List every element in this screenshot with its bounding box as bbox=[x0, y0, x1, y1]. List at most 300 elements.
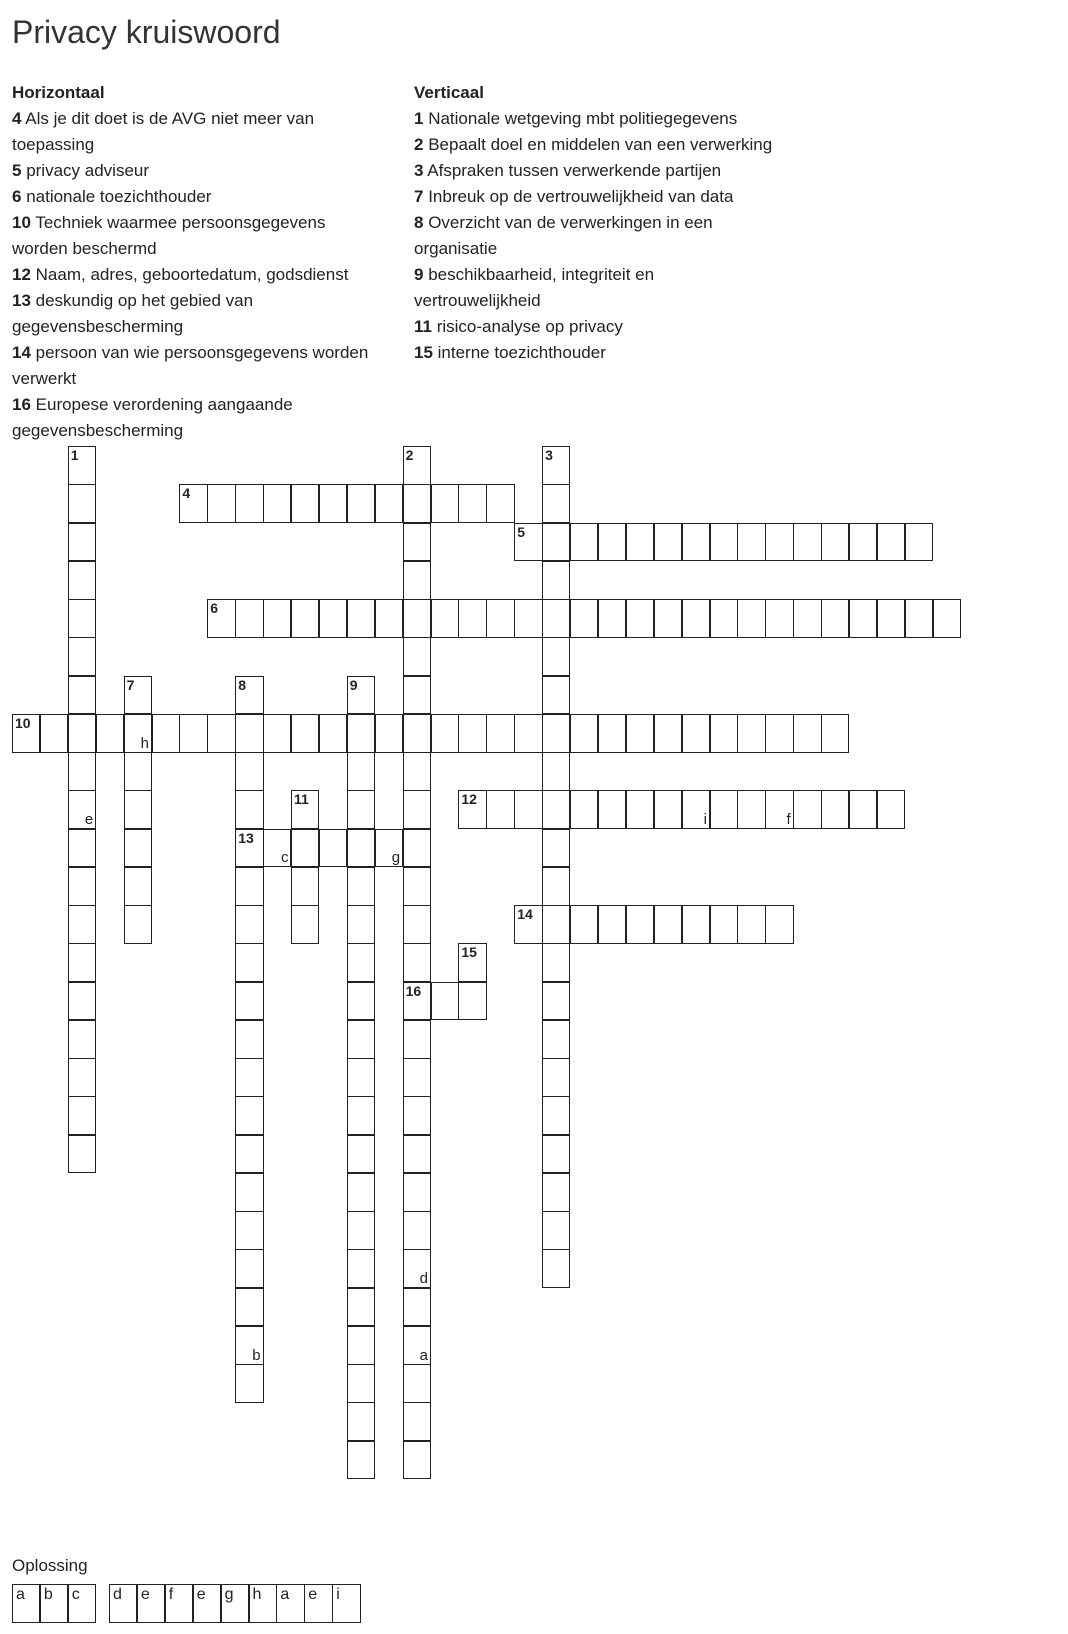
grid-cell[interactable] bbox=[793, 790, 821, 829]
clue-item bbox=[414, 184, 784, 210]
grid-cell[interactable] bbox=[821, 523, 849, 562]
grid-cell[interactable] bbox=[542, 446, 570, 485]
clue-number: 15 bbox=[414, 343, 433, 362]
grid-cell[interactable] bbox=[347, 1096, 375, 1135]
grid-cell[interactable] bbox=[347, 905, 375, 944]
clue-item bbox=[12, 392, 382, 444]
grid-cell[interactable] bbox=[207, 484, 235, 523]
clue-item bbox=[414, 158, 784, 184]
grid-cell[interactable] bbox=[626, 714, 654, 753]
clue-item bbox=[414, 132, 784, 158]
grid-cell[interactable] bbox=[263, 714, 291, 753]
grid-cell[interactable] bbox=[403, 943, 431, 982]
grid-cell[interactable] bbox=[291, 867, 319, 906]
grid-cell[interactable] bbox=[682, 790, 710, 829]
grid-cell[interactable] bbox=[68, 1020, 96, 1059]
grid-cell[interactable] bbox=[486, 484, 514, 523]
grid-cell[interactable] bbox=[179, 714, 207, 753]
grid-cell[interactable] bbox=[124, 714, 152, 753]
grid-cell[interactable] bbox=[12, 714, 40, 753]
grid-cell[interactable] bbox=[403, 1288, 431, 1327]
grid-cell[interactable] bbox=[235, 599, 263, 638]
grid-cell[interactable] bbox=[542, 1249, 570, 1288]
grid-cell[interactable] bbox=[682, 523, 710, 562]
cell-number: 9 bbox=[349, 676, 358, 693]
grid-cell[interactable] bbox=[96, 714, 124, 753]
grid-cell[interactable] bbox=[68, 561, 96, 600]
clue-text: Overzicht van de verwerkingen in een organisatie bbox=[414, 213, 713, 258]
grid-cell[interactable] bbox=[347, 867, 375, 906]
grid-cell[interactable] bbox=[737, 523, 765, 562]
grid-cell[interactable] bbox=[347, 829, 375, 868]
grid-cell[interactable] bbox=[570, 599, 598, 638]
grid-cell[interactable] bbox=[710, 905, 738, 944]
grid-cell[interactable] bbox=[821, 790, 849, 829]
solution-cell-letter: i bbox=[336, 1586, 340, 1603]
grid-cell[interactable] bbox=[710, 714, 738, 753]
grid-cell[interactable] bbox=[403, 484, 431, 523]
grid-cell[interactable] bbox=[514, 790, 542, 829]
grid-cell[interactable] bbox=[124, 867, 152, 906]
grid-cell[interactable] bbox=[765, 790, 793, 829]
grid-cell[interactable] bbox=[542, 676, 570, 715]
grid-cell[interactable] bbox=[821, 714, 849, 753]
grid-cell[interactable] bbox=[737, 790, 765, 829]
grid-cell[interactable] bbox=[598, 905, 626, 944]
grid-cell[interactable] bbox=[152, 714, 180, 753]
grid-cell[interactable] bbox=[40, 714, 68, 753]
grid-cell[interactable] bbox=[375, 599, 403, 638]
grid-cell[interactable] bbox=[235, 1135, 263, 1174]
grid-cell[interactable] bbox=[542, 982, 570, 1021]
grid-cell[interactable] bbox=[375, 484, 403, 523]
grid-cell[interactable] bbox=[403, 561, 431, 600]
solution-cell[interactable] bbox=[332, 1584, 360, 1623]
grid-cell[interactable] bbox=[235, 829, 263, 868]
cell-number: 13 bbox=[238, 829, 254, 846]
clue-text: Naam, adres, geboortedatum, godsdienst bbox=[30, 265, 349, 284]
solution-cell[interactable] bbox=[221, 1584, 249, 1623]
solution-cell[interactable] bbox=[193, 1584, 221, 1623]
grid-cell[interactable] bbox=[403, 752, 431, 791]
cell-number: 14 bbox=[517, 906, 533, 922]
grid-cell[interactable] bbox=[431, 982, 459, 1021]
grid-cell[interactable] bbox=[235, 1058, 263, 1097]
grid-cell[interactable] bbox=[765, 905, 793, 944]
solution-cell-letter: a bbox=[16, 1586, 25, 1603]
grid-cell[interactable] bbox=[403, 637, 431, 676]
grid-cell[interactable] bbox=[347, 982, 375, 1021]
grid-cell[interactable] bbox=[179, 484, 207, 523]
clue-item bbox=[12, 184, 382, 210]
cell-number: 2 bbox=[405, 447, 414, 463]
grid-cell[interactable] bbox=[403, 1020, 431, 1059]
solution-label: Oplossing bbox=[12, 1556, 88, 1575]
clue-number: 6 bbox=[12, 187, 22, 206]
grid-cell[interactable] bbox=[347, 676, 375, 715]
grid-cell[interactable] bbox=[682, 714, 710, 753]
clue-text: Afspraken tussen verwerkende partijen bbox=[423, 161, 722, 180]
grid-cell[interactable] bbox=[403, 867, 431, 906]
grid-cell[interactable] bbox=[68, 523, 96, 562]
grid-cell[interactable] bbox=[403, 1441, 431, 1480]
grid-cell[interactable] bbox=[514, 714, 542, 753]
grid-cell[interactable] bbox=[542, 561, 570, 600]
grid-cell[interactable] bbox=[542, 1211, 570, 1250]
grid-cell[interactable] bbox=[235, 1096, 263, 1135]
grid-cell[interactable] bbox=[403, 829, 431, 868]
clue-text: deskundig op het gebied van gegevensbescherming bbox=[12, 291, 254, 336]
grid-cell[interactable] bbox=[877, 523, 905, 562]
solution-cell-letter: a bbox=[280, 1586, 290, 1603]
clue-number: 4 bbox=[12, 109, 22, 128]
grid-cell[interactable] bbox=[849, 523, 877, 562]
grid-cell[interactable] bbox=[124, 676, 152, 715]
grid-cell[interactable] bbox=[793, 714, 821, 753]
grid-cell[interactable] bbox=[542, 637, 570, 676]
grid-cell[interactable] bbox=[542, 714, 570, 753]
clue-item bbox=[12, 106, 382, 158]
grid-cell[interactable] bbox=[710, 523, 738, 562]
grid-cell[interactable] bbox=[68, 446, 96, 485]
grid-cell[interactable] bbox=[654, 905, 682, 944]
cell-number: 6 bbox=[210, 600, 219, 616]
grid-cell[interactable] bbox=[403, 1058, 431, 1097]
grid-cell[interactable] bbox=[347, 714, 375, 753]
grid-cell[interactable] bbox=[905, 523, 933, 562]
grid-cell[interactable] bbox=[347, 1211, 375, 1250]
grid-cell[interactable] bbox=[124, 752, 152, 791]
grid-cell[interactable] bbox=[124, 905, 152, 944]
grid-cell[interactable] bbox=[765, 523, 793, 562]
grid-cell[interactable] bbox=[347, 1249, 375, 1288]
grid-cell[interactable] bbox=[235, 905, 263, 944]
grid-cell[interactable] bbox=[403, 1326, 431, 1365]
grid-cell[interactable] bbox=[542, 867, 570, 906]
grid-cell[interactable] bbox=[235, 714, 263, 753]
cell-number: 12 bbox=[461, 791, 477, 808]
grid-cell[interactable] bbox=[403, 905, 431, 944]
solution-cell[interactable] bbox=[249, 1584, 277, 1623]
grid-cell[interactable] bbox=[319, 599, 347, 638]
grid-cell[interactable] bbox=[458, 943, 486, 982]
grid-cell[interactable] bbox=[737, 599, 765, 638]
grid-cell[interactable] bbox=[710, 599, 738, 638]
cell-number: 3 bbox=[545, 447, 553, 463]
grid-cell[interactable] bbox=[514, 523, 542, 562]
grid-cell[interactable] bbox=[403, 1364, 431, 1403]
grid-cell[interactable] bbox=[542, 1096, 570, 1135]
grid-cell[interactable] bbox=[654, 714, 682, 753]
grid-cell[interactable] bbox=[403, 1249, 431, 1288]
cell-number: 5 bbox=[517, 523, 525, 540]
grid-cell[interactable] bbox=[235, 1211, 263, 1250]
grid-cell[interactable] bbox=[68, 867, 96, 906]
grid-cell[interactable] bbox=[458, 484, 486, 523]
grid-cell[interactable] bbox=[68, 676, 96, 715]
solution-cell[interactable] bbox=[276, 1584, 304, 1623]
grid-cell[interactable] bbox=[654, 599, 682, 638]
clue-text: risico-analyse op privacy bbox=[431, 317, 623, 336]
grid-cell[interactable] bbox=[235, 1173, 263, 1212]
grid-cell[interactable] bbox=[486, 790, 514, 829]
grid-cell[interactable] bbox=[403, 982, 431, 1021]
grid-cell[interactable] bbox=[821, 599, 849, 638]
solution-cell[interactable] bbox=[12, 1584, 40, 1623]
solution-marker-letter: a bbox=[419, 1346, 428, 1364]
grid-cell[interactable] bbox=[514, 905, 542, 944]
grid-cell[interactable] bbox=[347, 1173, 375, 1212]
grid-cell[interactable] bbox=[68, 829, 96, 868]
solution-cell-letter: e bbox=[140, 1586, 150, 1603]
grid-cell[interactable] bbox=[933, 599, 961, 638]
clue-text: nationale toezichthouder bbox=[21, 187, 212, 206]
grid-cell[interactable] bbox=[347, 1058, 375, 1097]
grid-cell[interactable] bbox=[124, 829, 152, 868]
grid-cell[interactable] bbox=[626, 523, 654, 562]
clue-item bbox=[12, 340, 382, 392]
solution-marker-letter: c bbox=[280, 849, 289, 867]
grid-cell[interactable] bbox=[68, 905, 96, 944]
clue-number: 9 bbox=[414, 265, 424, 284]
clue-number: 1 bbox=[414, 109, 424, 128]
grid-cell[interactable] bbox=[347, 1326, 375, 1365]
cell-number: 4 bbox=[182, 485, 191, 502]
grid-cell[interactable] bbox=[207, 599, 235, 638]
clue-number: 7 bbox=[414, 187, 424, 206]
grid-cell[interactable] bbox=[598, 599, 626, 638]
grid-cell[interactable] bbox=[403, 790, 431, 829]
clues-vertical-heading: Verticaal bbox=[414, 83, 484, 102]
grid-cell[interactable] bbox=[849, 599, 877, 638]
solution-cell[interactable] bbox=[109, 1584, 137, 1623]
grid-cell[interactable] bbox=[626, 790, 654, 829]
grid-cell[interactable] bbox=[542, 943, 570, 982]
grid-cell[interactable] bbox=[403, 523, 431, 562]
grid-cell[interactable] bbox=[486, 599, 514, 638]
grid-cell[interactable] bbox=[68, 1058, 96, 1097]
grid-cell[interactable] bbox=[235, 943, 263, 982]
grid-cell[interactable] bbox=[235, 752, 263, 791]
grid-cell[interactable] bbox=[765, 714, 793, 753]
cell-number: 15 bbox=[461, 944, 477, 961]
grid-cell[interactable] bbox=[542, 790, 570, 829]
grid-cell[interactable] bbox=[235, 1020, 263, 1059]
grid-cell[interactable] bbox=[403, 599, 431, 638]
solution-marker-letter: f bbox=[786, 811, 791, 828]
grid-cell[interactable] bbox=[235, 790, 263, 829]
grid-cell[interactable] bbox=[347, 752, 375, 791]
grid-cell[interactable] bbox=[793, 523, 821, 562]
grid-cell[interactable] bbox=[68, 599, 96, 638]
grid-cell[interactable] bbox=[458, 714, 486, 753]
grid-cell[interactable] bbox=[347, 1020, 375, 1059]
grid-cell[interactable] bbox=[291, 905, 319, 944]
solution-marker-letter: g bbox=[391, 849, 401, 867]
solution-cell-letter: g bbox=[224, 1586, 234, 1603]
grid-cell[interactable] bbox=[403, 714, 431, 753]
grid-cell[interactable] bbox=[737, 714, 765, 753]
grid-cell[interactable] bbox=[877, 790, 905, 829]
clue-number: 11 bbox=[414, 317, 432, 336]
grid-cell[interactable] bbox=[598, 714, 626, 753]
grid-cell[interactable] bbox=[235, 1288, 263, 1327]
solution-cell[interactable] bbox=[165, 1584, 193, 1623]
grid-cell[interactable] bbox=[654, 523, 682, 562]
solution-cell-letter: b bbox=[43, 1586, 53, 1603]
grid-cell[interactable] bbox=[514, 599, 542, 638]
grid-cell[interactable] bbox=[598, 790, 626, 829]
grid-cell[interactable] bbox=[431, 599, 459, 638]
grid-cell[interactable] bbox=[542, 1058, 570, 1097]
grid-cell[interactable] bbox=[849, 790, 877, 829]
solution-cell[interactable] bbox=[137, 1584, 165, 1623]
grid-cell[interactable] bbox=[570, 523, 598, 562]
grid-cell[interactable] bbox=[68, 637, 96, 676]
grid-cell[interactable] bbox=[542, 829, 570, 868]
grid-cell[interactable] bbox=[68, 982, 96, 1021]
grid-cell[interactable] bbox=[403, 1096, 431, 1135]
grid-cell[interactable] bbox=[403, 1173, 431, 1212]
grid-cell[interactable] bbox=[375, 714, 403, 753]
grid-cell[interactable] bbox=[542, 1135, 570, 1174]
grid-cell[interactable] bbox=[570, 905, 598, 944]
grid-cell[interactable] bbox=[319, 484, 347, 523]
grid-cell[interactable] bbox=[403, 676, 431, 715]
cell-number: 8 bbox=[238, 676, 246, 693]
clues-horizontal-heading: Horizontaal bbox=[12, 83, 105, 102]
clue-number: 5 bbox=[12, 161, 22, 180]
grid-cell[interactable] bbox=[235, 1326, 263, 1365]
grid-cell[interactable] bbox=[68, 1096, 96, 1135]
grid-cell[interactable] bbox=[458, 599, 486, 638]
clue-number: 12 bbox=[12, 265, 31, 284]
grid-cell[interactable] bbox=[235, 484, 263, 523]
grid-cell[interactable] bbox=[347, 1135, 375, 1174]
solution-cell-letter: e bbox=[308, 1586, 318, 1603]
grid-cell[interactable] bbox=[347, 484, 375, 523]
grid-cell[interactable] bbox=[598, 523, 626, 562]
grid-cell[interactable] bbox=[542, 484, 570, 523]
grid-cell[interactable] bbox=[347, 1441, 375, 1480]
grid-cell[interactable] bbox=[347, 599, 375, 638]
clue-item bbox=[12, 158, 382, 184]
grid-cell[interactable] bbox=[570, 714, 598, 753]
grid-cell[interactable] bbox=[235, 1249, 263, 1288]
grid-cell[interactable] bbox=[124, 790, 152, 829]
grid-cell[interactable] bbox=[291, 599, 319, 638]
grid-cell[interactable] bbox=[68, 943, 96, 982]
grid-cell[interactable] bbox=[431, 484, 459, 523]
grid-cell[interactable] bbox=[458, 790, 486, 829]
grid-cell[interactable] bbox=[765, 599, 793, 638]
grid-cell[interactable] bbox=[682, 905, 710, 944]
solution-cell-letter: h bbox=[252, 1586, 262, 1603]
solution-cell-letter: e bbox=[196, 1586, 206, 1603]
grid-cell[interactable] bbox=[68, 484, 96, 523]
clue-item bbox=[12, 288, 382, 340]
grid-cell[interactable] bbox=[347, 1402, 375, 1441]
grid-cell[interactable] bbox=[403, 446, 431, 485]
grid-cell[interactable] bbox=[347, 1364, 375, 1403]
grid-cell[interactable] bbox=[431, 714, 459, 753]
grid-cell[interactable] bbox=[458, 982, 486, 1021]
grid-cell[interactable] bbox=[319, 714, 347, 753]
clue-text: Inbreuk op de vertrouwelijkheid van data bbox=[423, 187, 734, 206]
clue-item bbox=[414, 262, 784, 314]
grid-cell[interactable] bbox=[235, 867, 263, 906]
solution-cell-letter: c bbox=[71, 1586, 80, 1603]
grid-cell[interactable] bbox=[542, 905, 570, 944]
grid-cell[interactable] bbox=[291, 484, 319, 523]
grid-cell[interactable] bbox=[68, 752, 96, 791]
grid-cell[interactable] bbox=[654, 790, 682, 829]
grid-cell[interactable] bbox=[793, 599, 821, 638]
grid-cell[interactable] bbox=[319, 829, 347, 868]
cell-number: 10 bbox=[15, 714, 31, 731]
grid-cell[interactable] bbox=[542, 599, 570, 638]
clue-item bbox=[414, 340, 784, 366]
grid-cell[interactable] bbox=[291, 790, 319, 829]
solution-cell[interactable] bbox=[68, 1584, 96, 1623]
grid-cell[interactable] bbox=[68, 790, 96, 829]
cell-number: 7 bbox=[126, 676, 135, 693]
solution-cell-letter: d bbox=[113, 1586, 122, 1603]
grid-cell[interactable] bbox=[570, 790, 598, 829]
grid-cell[interactable] bbox=[877, 599, 905, 638]
grid-cell[interactable] bbox=[347, 790, 375, 829]
grid-cell[interactable] bbox=[291, 829, 319, 868]
grid-cell[interactable] bbox=[542, 1173, 570, 1212]
clue-text: beschikbaarheid, integriteit en vertrouwelijkheid bbox=[414, 265, 655, 310]
grid-cell[interactable] bbox=[542, 752, 570, 791]
grid-cell[interactable] bbox=[68, 714, 96, 753]
grid-cell[interactable] bbox=[375, 829, 403, 868]
grid-cell[interactable] bbox=[347, 943, 375, 982]
grid-cell[interactable] bbox=[347, 1288, 375, 1327]
grid-cell[interactable] bbox=[235, 676, 263, 715]
grid-cell[interactable] bbox=[263, 829, 291, 868]
grid-cell[interactable] bbox=[403, 1211, 431, 1250]
grid-cell[interactable] bbox=[905, 599, 933, 638]
solution-cell[interactable] bbox=[40, 1584, 68, 1623]
grid-cell[interactable] bbox=[403, 1402, 431, 1441]
solution-cell[interactable] bbox=[304, 1584, 332, 1623]
grid-cell[interactable] bbox=[291, 714, 319, 753]
grid-cell[interactable] bbox=[542, 523, 570, 562]
grid-cell[interactable] bbox=[710, 790, 738, 829]
grid-cell[interactable] bbox=[207, 714, 235, 753]
grid-cell[interactable] bbox=[68, 1135, 96, 1174]
clue-number: 2 bbox=[414, 135, 424, 154]
grid-cell[interactable] bbox=[542, 1020, 570, 1059]
grid-cell[interactable] bbox=[235, 982, 263, 1021]
clue-item bbox=[12, 210, 382, 262]
grid-cell[interactable] bbox=[403, 1135, 431, 1174]
grid-cell[interactable] bbox=[263, 599, 291, 638]
clues-vertical bbox=[414, 80, 784, 366]
grid-cell[interactable] bbox=[626, 599, 654, 638]
grid-cell[interactable] bbox=[235, 1364, 263, 1403]
clue-number: 8 bbox=[414, 213, 424, 232]
grid-cell[interactable] bbox=[682, 599, 710, 638]
solution-marker-letter: b bbox=[252, 1346, 261, 1364]
grid-cell[interactable] bbox=[486, 714, 514, 753]
clue-text: privacy adviseur bbox=[21, 161, 150, 180]
grid-cell[interactable] bbox=[263, 484, 291, 523]
grid-cell[interactable] bbox=[737, 905, 765, 944]
grid-cell[interactable] bbox=[626, 905, 654, 944]
